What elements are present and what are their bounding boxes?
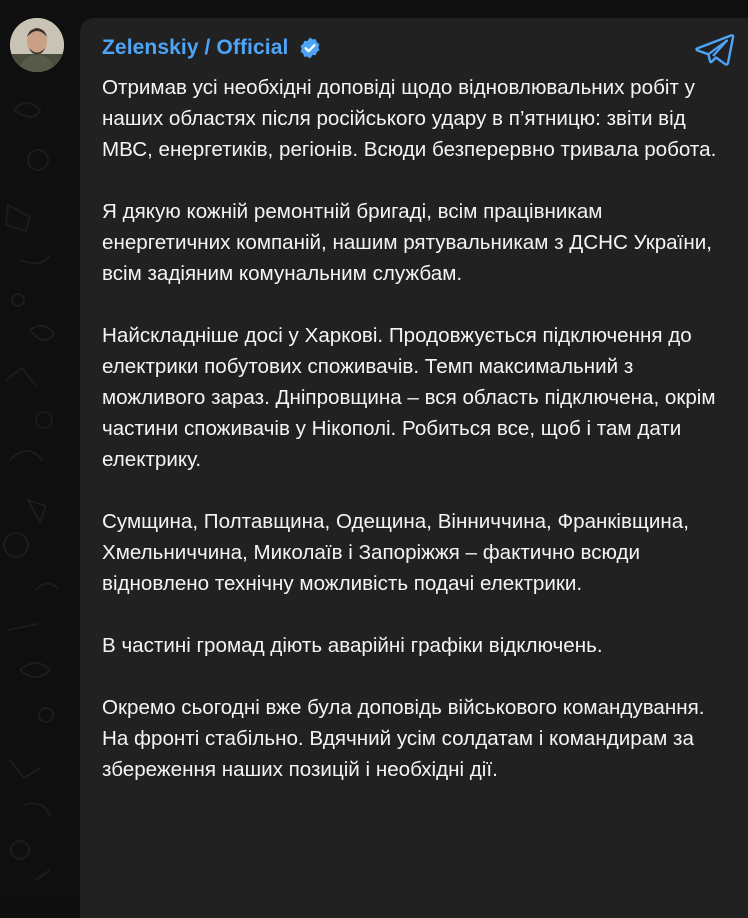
message-paragraph: Сумщина, Полтавщина, Одещина, Вінниччина, Франківщина, Хмельниччина, Миколаїв і Запоріжжя – фактично всюди відновлено технічну можливість подачі електрики. — [102, 510, 689, 595]
message-paragraph: Окремо сьогодні вже була доповідь військового командування. На фронті стабільно. Вдячний усім солдатам і командирам за збереження наших позицій і необхідні дії. — [102, 696, 705, 781]
message-text — [102, 72, 734, 816]
message-paragraph: Найскладніше досі у Харкові. Продовжується підключення до електрики побутових споживачів. Темп максимальний з можливого зараз. Дніпровщина – вся область підключена, окрім частини споживачів у Нікополі. Робиться все, щоб і там дати електрику. — [102, 324, 716, 471]
doodle-pattern — [0, 0, 80, 898]
message-paragraph: В частині громад діють аварійні графіки відключень. — [102, 634, 603, 657]
channel-name[interactable]: Zelenskiy / Official — [102, 36, 289, 59]
telegram-logo-icon — [694, 33, 736, 67]
message-paragraph: Отримав усі необхідні доповіді щодо відновлювальних робіт у наших областях після російського удару в п’ятницю: звіти від МВС, енергетиків, регіонів. Всюди безперервно тривала робота. — [102, 76, 717, 161]
channel-avatar[interactable] — [10, 18, 64, 72]
verified-badge-icon — [298, 36, 322, 60]
avatar-photo-icon — [10, 18, 64, 72]
message-header — [102, 34, 322, 62]
message-paragraph: Я дякую кожній ремонтній бригаді, всім працівникам енергетичних компаній, нашим рятувальникам з ДСНС України, всім задіяним комунальним службам. — [102, 200, 712, 285]
